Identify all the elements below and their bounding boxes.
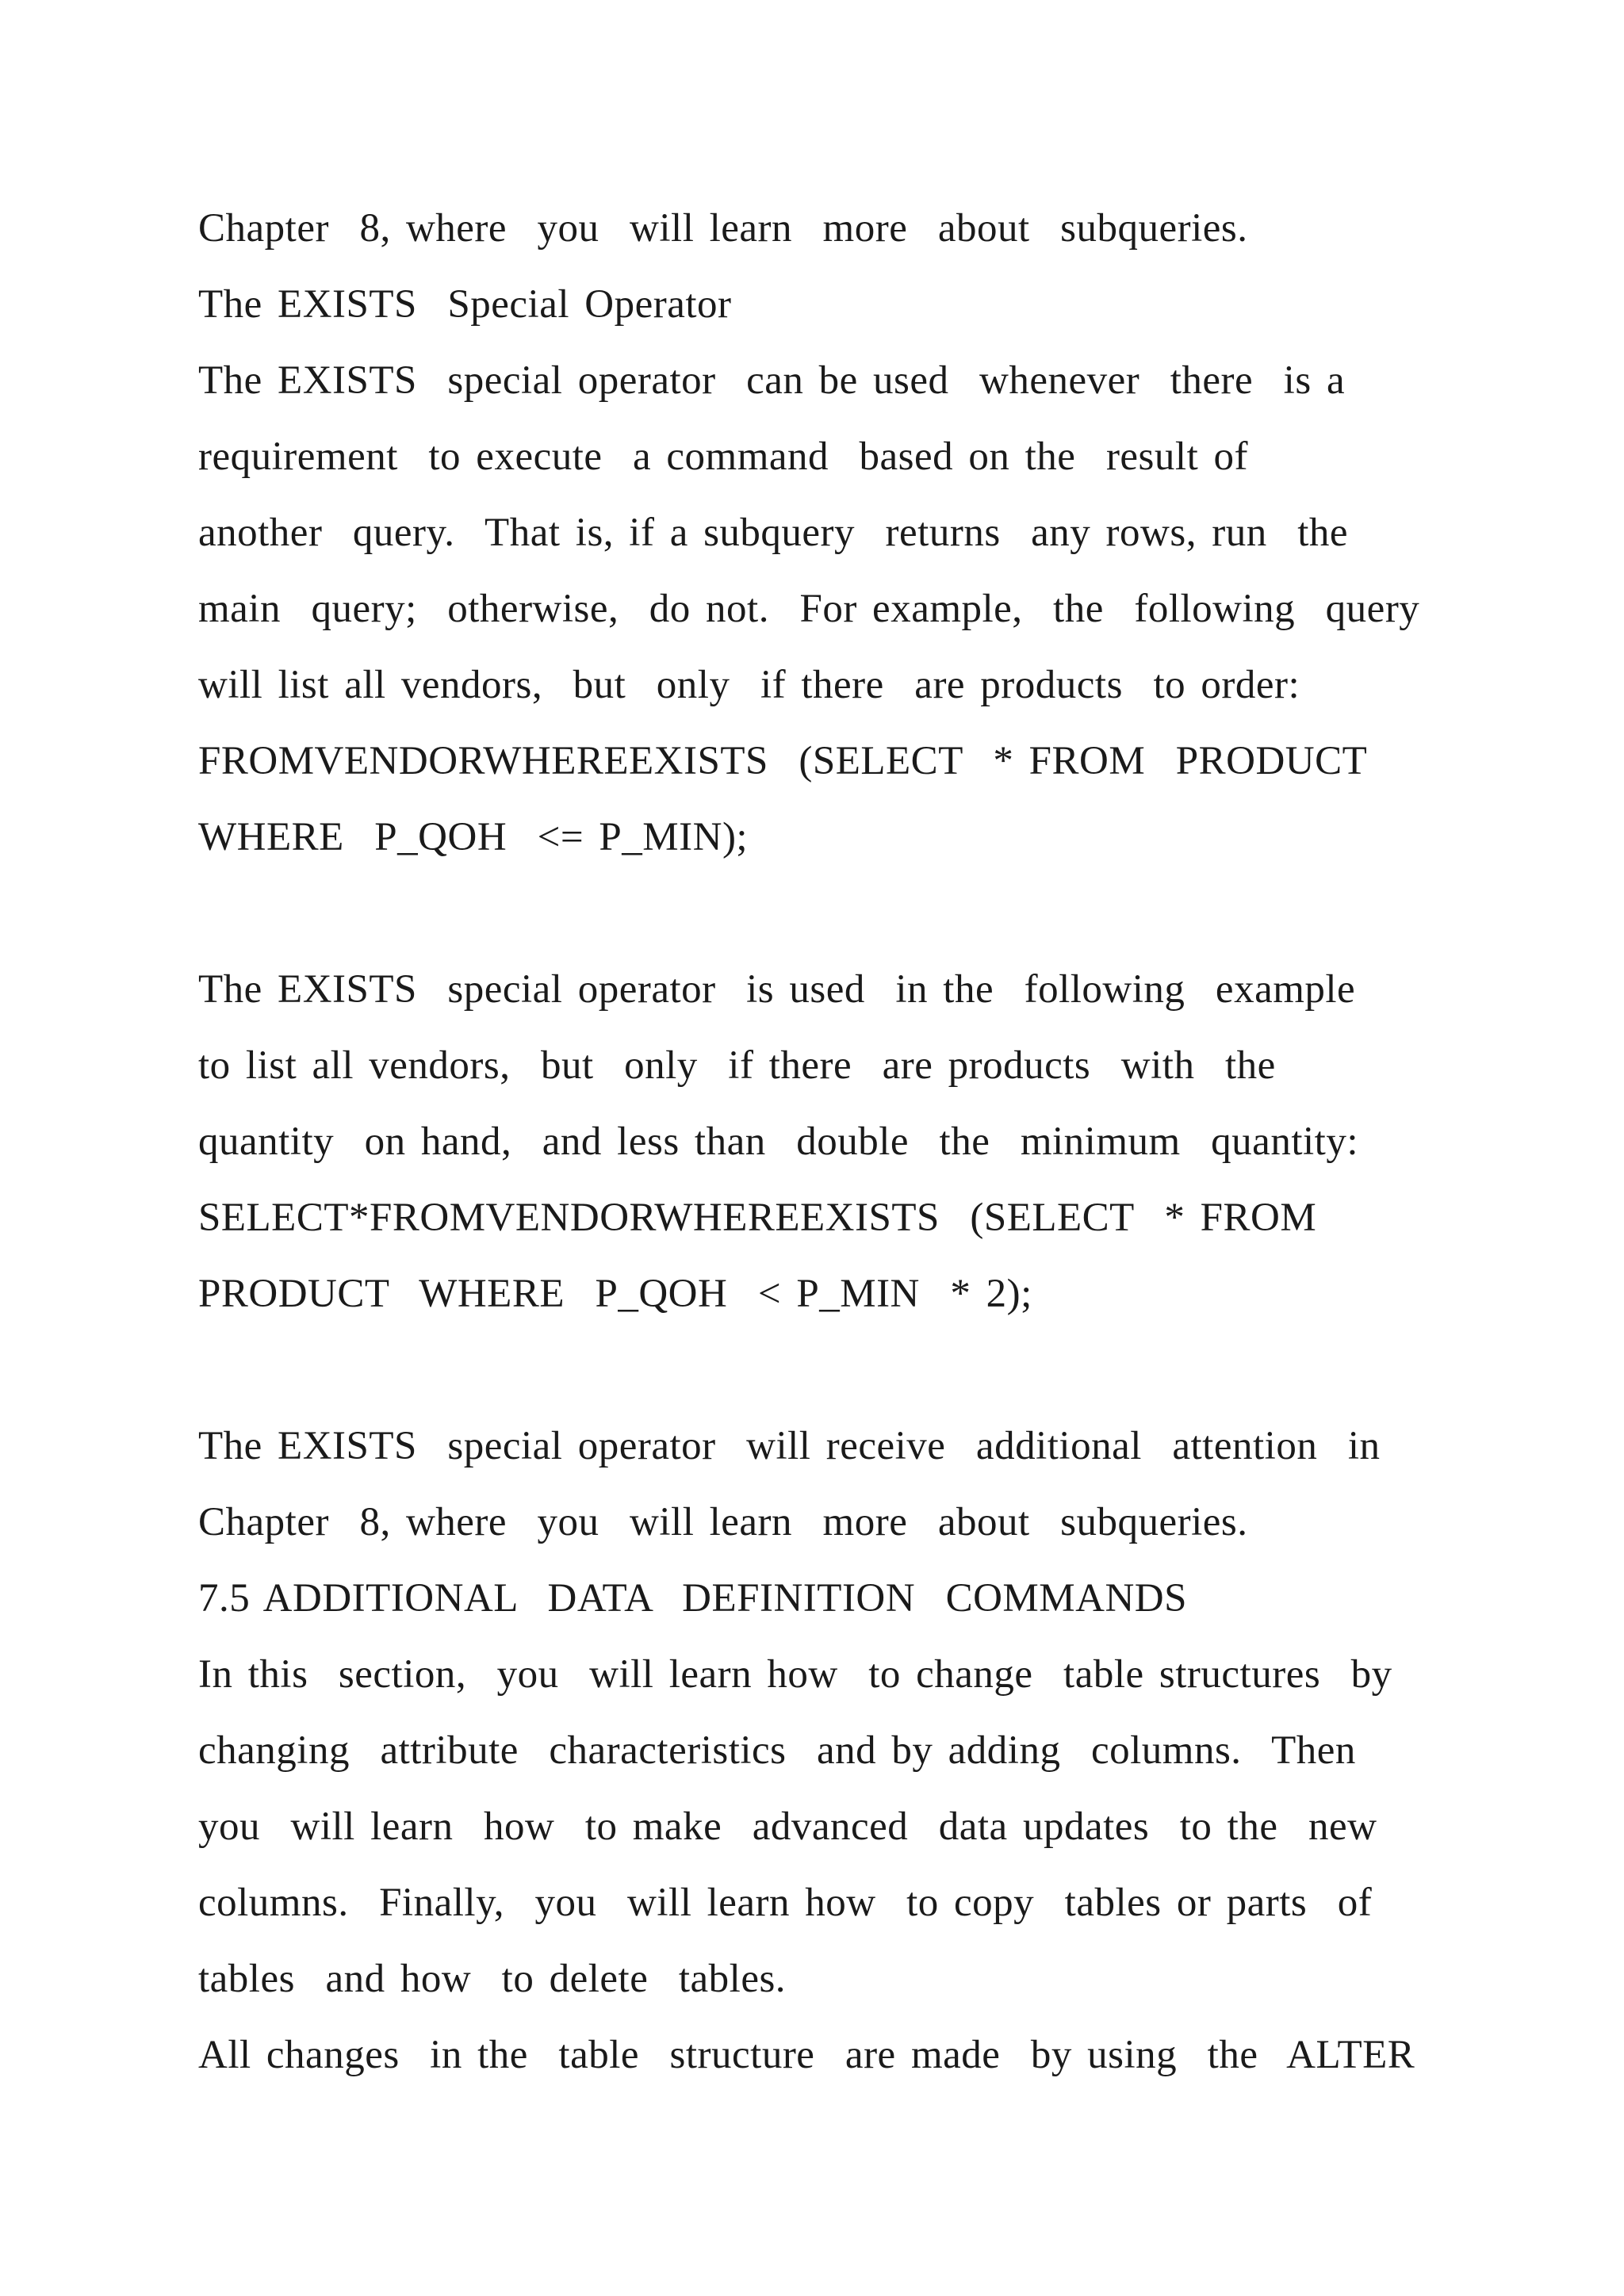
text-line: main query; otherwise, do not. For example, the following query — [198, 587, 1420, 631]
text-line: you will learn how to make advanced data updates to the new — [198, 1804, 1377, 1849]
text-line: The EXISTS special operator is used in the following example — [198, 967, 1356, 1012]
text-line: Chapter 8, where you will learn more about subqueries. — [198, 1500, 1248, 1544]
sql-code-line: FROMVENDORWHEREEXISTS (SELECT * FROM PRODUCT — [198, 739, 1368, 783]
section-heading: 7.5 ADDITIONAL DATA DEFINITION COMMANDS — [198, 1576, 1187, 1621]
text-line: tables and how to delete tables. — [198, 1957, 787, 2001]
sql-code-line: WHERE P_QOH <= P_MIN); — [198, 815, 749, 859]
section-heading: The EXISTS Special Operator — [198, 282, 732, 327]
text-line: requirement to execute a command based on the result of — [198, 434, 1248, 479]
blank-line — [198, 1332, 1499, 1408]
text-line: The EXISTS special operator can be used whenever there is a — [198, 358, 1346, 403]
text-line: quantity on hand, and less than double the minimum quantity: — [198, 1119, 1358, 1164]
sql-code-line: SELECT*FROMVENDORWHEREEXISTS (SELECT * FROM — [198, 1196, 1317, 1240]
sql-code-line: PRODUCT WHERE P_QOH < P_MIN * 2); — [198, 1272, 1032, 1316]
text-line: will list all vendors, but only if there are products to order: — [198, 663, 1300, 707]
text-line: columns. Finally, you will learn how to copy tables or parts of — [198, 1881, 1373, 1925]
blank-line — [198, 875, 1499, 951]
body-text — [198, 190, 1499, 2093]
text-line: The EXISTS special operator will receive additional attention in — [198, 1424, 1381, 1468]
text-line: to list all vendors, but only if there are products with the — [198, 1043, 1276, 1088]
text-line: another query. That is, if a subquery returns any rows, run the — [198, 511, 1348, 555]
text-line: In this section, you will learn how to change table structures by — [198, 1652, 1392, 1697]
text-line: Chapter 8, where you will learn more about subqueries. — [198, 206, 1248, 251]
text-line: All changes in the table structure are made by using the ALTER — [198, 2033, 1415, 2077]
text-line: changing attribute characteristics and by adding columns. Then — [198, 1728, 1356, 1773]
